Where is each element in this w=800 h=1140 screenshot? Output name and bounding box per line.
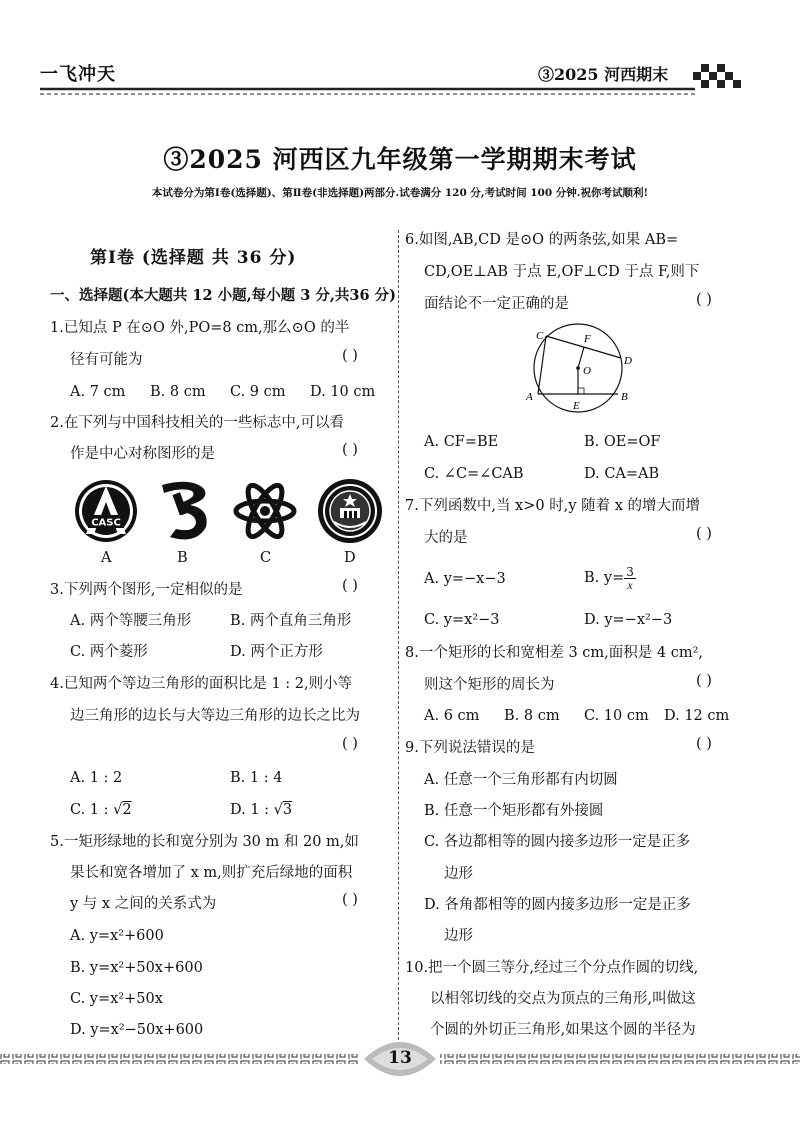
q5-option-b[interactable]: B. y=x²+50x+600 [70, 960, 203, 976]
q4-option-a[interactable]: A. 1 : 2 [70, 770, 123, 786]
q8-option-a[interactable]: A. 6 cm [424, 708, 480, 724]
q1-option-d[interactable]: D. 10 cm [310, 384, 376, 400]
part-heading: 一、选择题(本大题共 12 小题,每小题 3 分,共36 分) [50, 287, 397, 304]
q7-stem-line2: 大的是 [424, 530, 468, 546]
fig-label-c: C [536, 330, 544, 342]
q6-stem-line2: CD,OE⊥AB 于点 E,OF⊥CD 于点 F,则下 [424, 264, 700, 280]
q9-option-a[interactable]: A. 任意一个三角形都有内切圆 [424, 772, 618, 788]
q5-answer-blank[interactable]: ( ) [342, 892, 358, 908]
q4-option-d-prefix: D. 1 : [230, 802, 274, 818]
fig-label-f: F [584, 333, 591, 345]
q7-answer-blank[interactable]: ( ) [696, 526, 712, 542]
q4-option-c-radicand: 2 [122, 802, 132, 818]
q9-stem-line1: 9.下列说法错误的是 [405, 740, 535, 756]
q6-stem-line3: 面结论不一定正确的是 [424, 296, 569, 312]
q3-option-b[interactable]: B. 两个直角三角形 [230, 613, 352, 629]
q6-stem-line1: 6.如图,AB,CD 是⊙O 的两条弦,如果 AB= [405, 232, 679, 248]
q7-option-c[interactable]: C. y=x²−3 [424, 612, 500, 628]
q6-circle-figure [518, 322, 640, 414]
q6-option-d[interactable]: D. CA=AB [584, 466, 660, 482]
q2-label-d[interactable]: D [344, 550, 356, 566]
q1-option-c[interactable]: C. 9 cm [230, 384, 286, 400]
q7-option-d[interactable]: D. y=−x²−3 [584, 612, 673, 628]
q3-option-c[interactable]: C. 两个菱形 [70, 644, 148, 660]
q3-option-d[interactable]: D. 两个正方形 [230, 644, 323, 660]
fig-label-o: O [583, 365, 591, 377]
q6-option-a[interactable]: A. CF=BE [424, 434, 499, 450]
q8-stem-line1: 8.一个矩形的长和宽相差 3 cm,面积是 4 cm², [405, 645, 703, 661]
sqrt-sign: √ [273, 802, 283, 818]
q5-stem-line3: y 与 x 之间的关系式为 [70, 896, 217, 912]
q8-answer-blank[interactable]: ( ) [696, 673, 712, 689]
q5-stem-line1: 5.一矩形绿地的长和宽分别为 30 m 和 20 m,如 [50, 834, 359, 850]
q2-stem-line1: 2.在下列与中国科技相关的一些标志中,可以看 [50, 415, 344, 431]
casc-text: CASC [91, 517, 121, 529]
publisher-logo: 一飞冲天 [40, 64, 116, 85]
logo-b-brush-icon [152, 475, 218, 547]
q1-stem-line2: 径有可能为 [70, 352, 143, 368]
q7-stem-line1: 7.下列函数中,当 x>0 时,y 随着 x 的增大而增 [405, 498, 701, 514]
q9-option-c-line2[interactable]: 边形 [444, 866, 473, 882]
q2-stem-line2: 作是中心对称图形的是 [70, 446, 215, 462]
q2-label-a[interactable]: A [101, 550, 112, 566]
q3-stem-line1: 3.下列两个图形,一定相似的是 [50, 582, 243, 598]
q2-label-c[interactable]: C [260, 550, 272, 566]
q2-answer-blank[interactable]: ( ) [342, 442, 358, 458]
q9-option-d-line1[interactable]: D. 各角都相等的圆内接多边形一定是正多 [424, 897, 691, 913]
exam-title: ③2025 河西区九年级第一学期期末考试 [163, 145, 637, 174]
page-number: 13 [388, 1048, 412, 1068]
q4-option-d[interactable] [230, 800, 292, 820]
exam-tag: ③2025 河西期末 [538, 65, 669, 84]
q5-stem-line2: 果长和宽各增加了 x m,则扩充后绿地的面积 [70, 865, 353, 881]
q7-option-b[interactable] [584, 562, 636, 594]
q7-option-b-prefix: B. y= [584, 570, 625, 586]
q1-stem-line1: 1.已知点 P 在⊙O 外,PO=8 cm,那么⊙O 的半 [50, 320, 350, 336]
q9-answer-blank[interactable]: ( ) [696, 736, 712, 752]
q1-option-b[interactable]: B. 8 cm [150, 384, 206, 400]
q3-answer-blank[interactable]: ( ) [342, 578, 358, 594]
q4-option-c-prefix: C. 1 : [70, 802, 114, 818]
column-divider [398, 230, 399, 1050]
q6-option-c[interactable]: C. ∠C=∠CAB [424, 466, 524, 482]
fig-label-e: E [573, 400, 580, 412]
logo-c-atom-icon [232, 478, 298, 544]
q8-option-b[interactable]: B. 8 cm [504, 708, 560, 724]
q10-stem-line2: 以相邻切线的交点为顶点的三角形,叫做这 [430, 991, 696, 1007]
q2-label-b[interactable]: B [177, 550, 188, 566]
fig-label-d: D [624, 355, 632, 367]
q4-answer-blank[interactable]: ( ) [342, 736, 358, 752]
sqrt-sign: √ [113, 802, 123, 818]
q8-option-d[interactable]: D. 12 cm [664, 708, 730, 724]
fraction-numerator: 3 [626, 564, 634, 579]
q8-stem-line2: 则这个矩形的周长为 [424, 677, 555, 693]
q4-option-b[interactable]: B. 1 : 4 [230, 770, 283, 786]
q6-option-b[interactable]: B. OE=OF [584, 434, 661, 450]
q4-stem-line2: 边三角形的边长与大等边三角形的边长之比为 [70, 708, 360, 724]
q5-option-a[interactable]: A. y=x²+600 [70, 928, 164, 944]
logo-d-emblem-icon [316, 478, 384, 544]
q3-option-a[interactable]: A. 两个等腰三角形 [70, 613, 192, 629]
q9-option-c-line1[interactable]: C. 各边都相等的圆内接多边形一定是正多 [424, 834, 691, 850]
fig-label-a: A [526, 391, 533, 403]
header-rule [40, 86, 740, 98]
q5-option-c[interactable]: C. y=x²+50x [70, 991, 163, 1007]
section-heading: 第Ⅰ卷 (选择题 共 36 分) [90, 248, 297, 268]
q5-option-d[interactable]: D. y=x²−50x+600 [70, 1022, 204, 1038]
q1-option-a[interactable]: A. 7 cm [70, 384, 126, 400]
q4-option-d-radicand: 3 [282, 802, 293, 818]
q10-stem-line1: 10.把一个圆三等分,经过三个分点作圆的切线, [405, 960, 699, 976]
q1-answer-blank[interactable]: ( ) [342, 348, 358, 364]
q4-stem-line1: 4.已知两个等边三角形的面积比是 1 : 2,则小等 [50, 676, 353, 692]
fig-label-b: B [621, 391, 628, 403]
q8-option-c[interactable]: C. 10 cm [584, 708, 649, 724]
q10-stem-line3: 个圆的外切正三角形,如果这个圆的半径为 [430, 1022, 696, 1038]
logo-a-casc-icon [70, 478, 142, 544]
exam-instructions: 本试卷分为第Ⅰ卷(选择题)、第Ⅱ卷(非选择题)两部分.试卷满分 120 分,考试时间 100 分钟.祝你考试顺利! [151, 187, 649, 199]
q6-answer-blank[interactable]: ( ) [696, 292, 712, 308]
q7-option-b-fraction [624, 566, 636, 591]
q4-option-c[interactable] [70, 800, 132, 820]
fraction-denominator: x [627, 577, 633, 592]
q9-option-d-line2[interactable]: 边形 [444, 928, 473, 944]
q9-option-b[interactable]: B. 任意一个矩形都有外接圆 [424, 803, 604, 819]
q7-option-a[interactable]: A. y=−x−3 [424, 571, 506, 587]
